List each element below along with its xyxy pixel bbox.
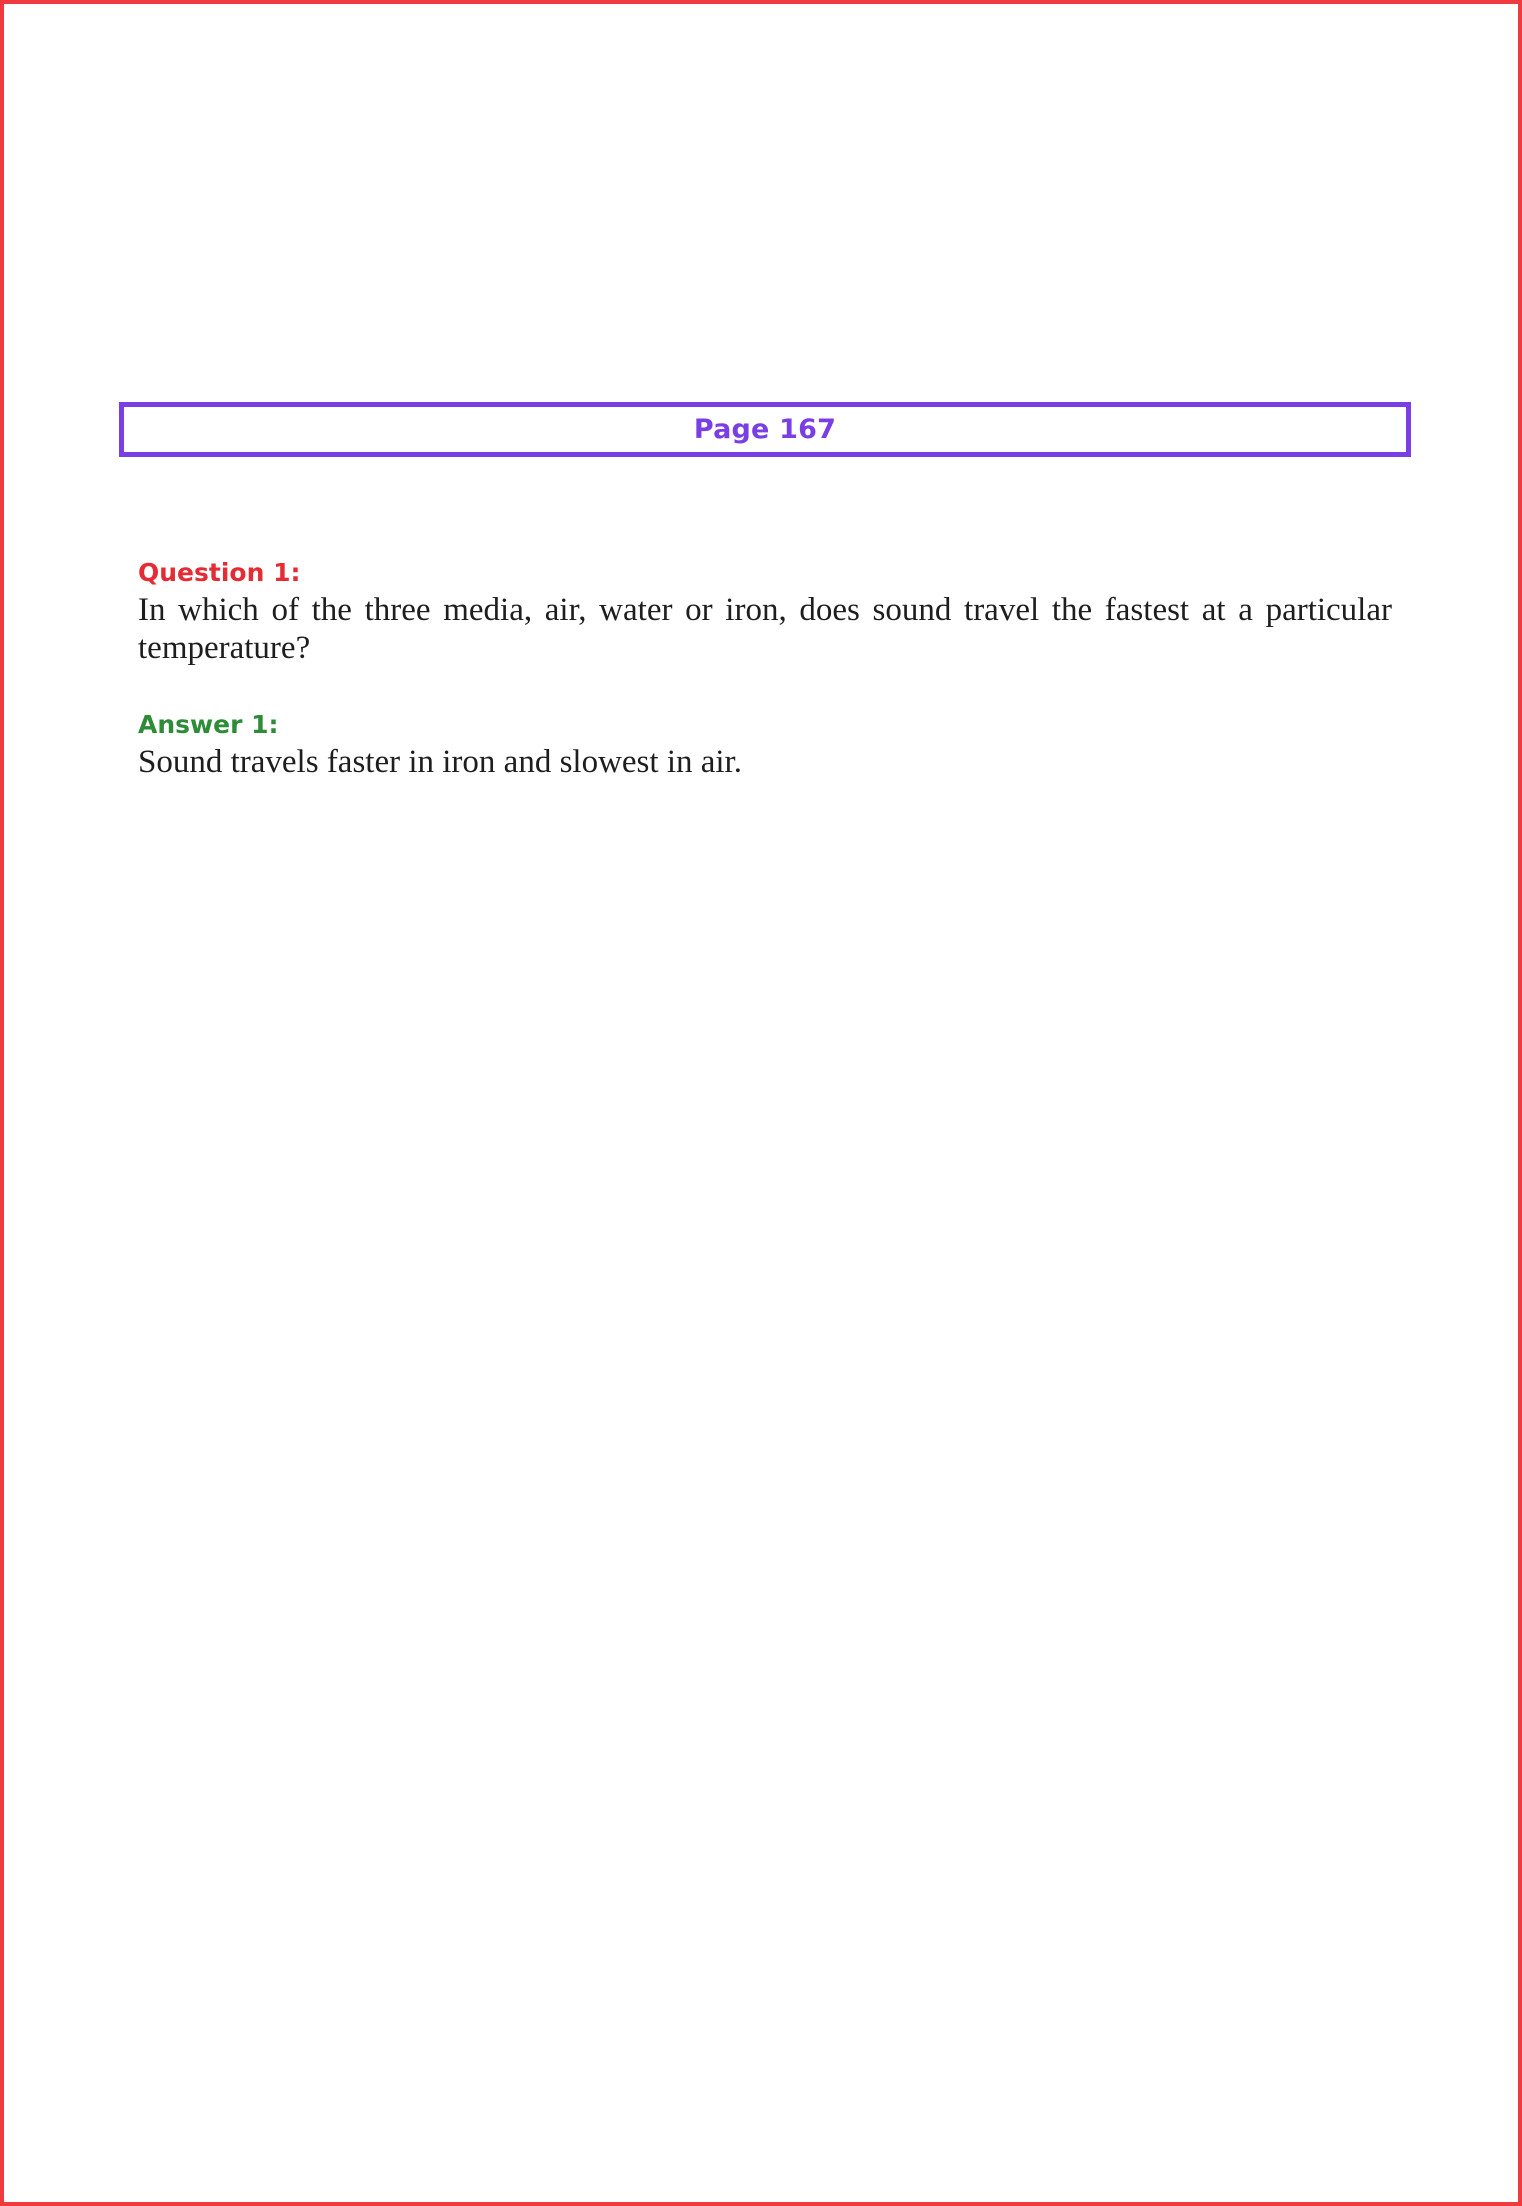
question-text: In which of the three media, air, water or iron, does sound travel the fastest at a particular temperature?: [138, 592, 1392, 666]
answer-heading: Answer 1:: [138, 710, 279, 739]
answer-text: Sound travels faster in iron and slowest in air.: [138, 744, 742, 780]
page-number: Page 167: [693, 414, 837, 445]
question-heading: Question 1:: [138, 558, 301, 587]
page-number-banner: [119, 402, 1411, 457]
answer-section: [138, 707, 1392, 781]
question-section: [138, 555, 1392, 667]
